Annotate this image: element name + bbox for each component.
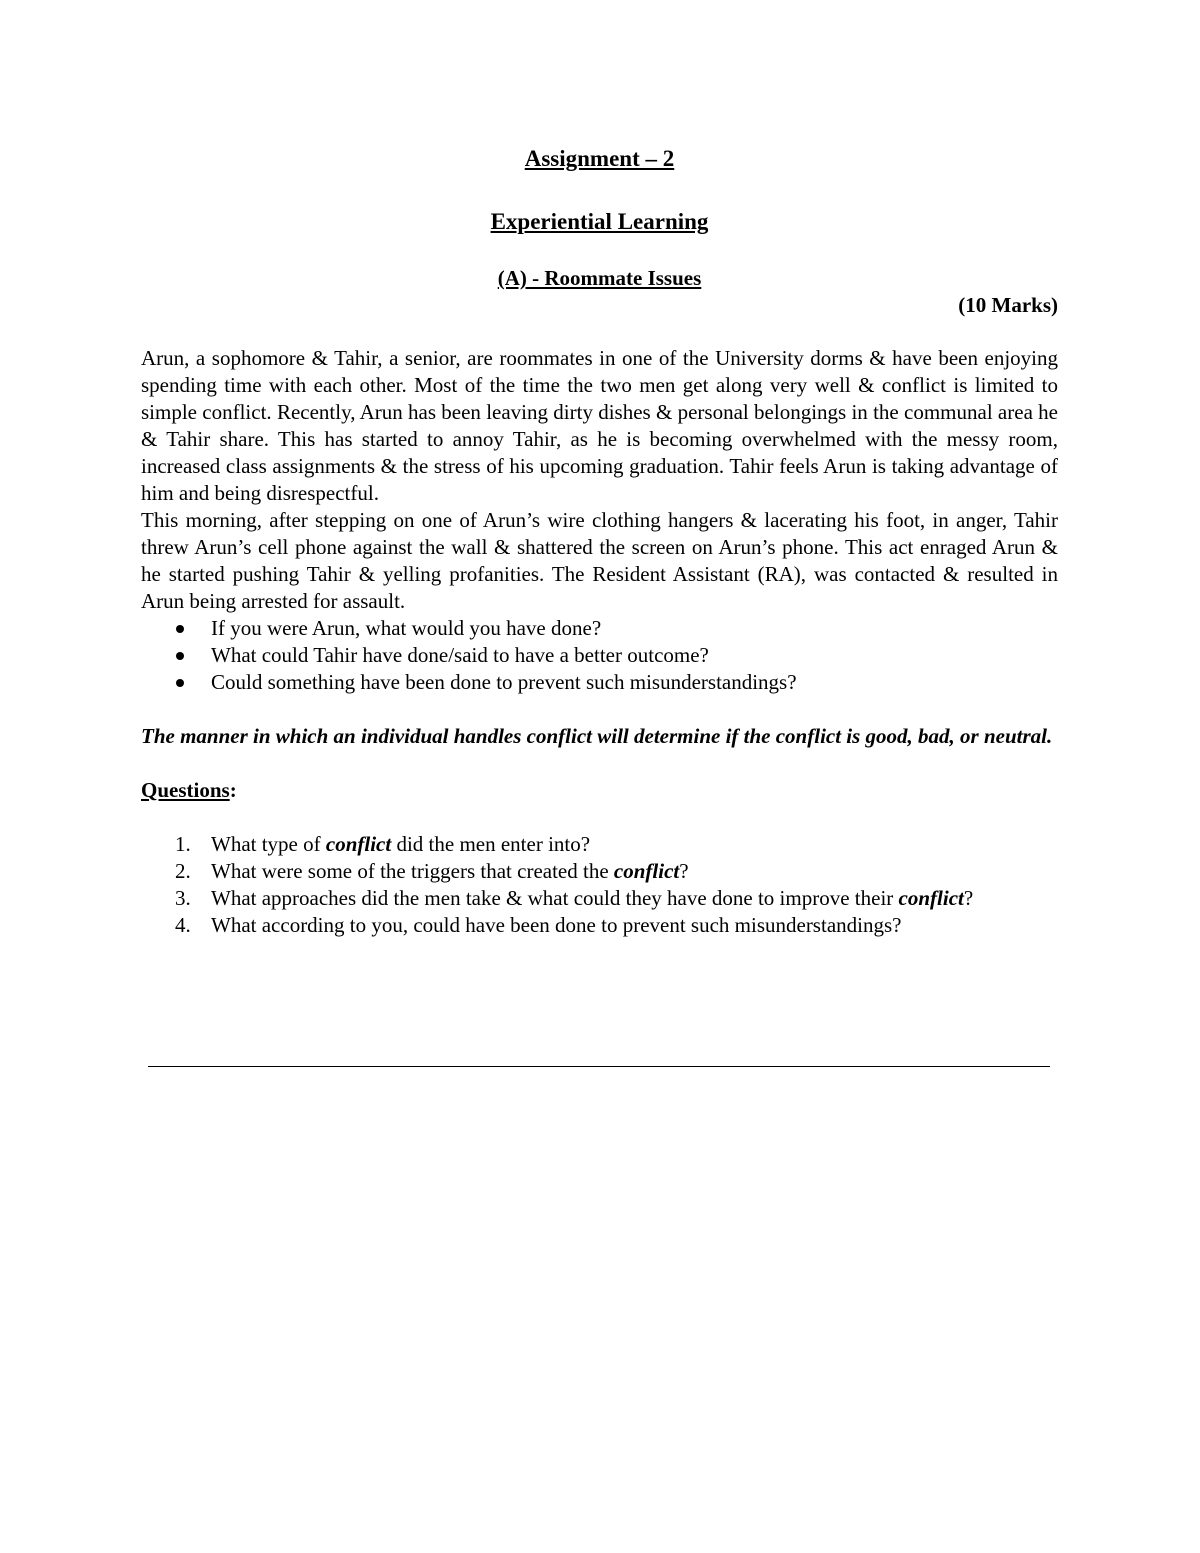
bullet-text: What could Tahir have done/said to have a better outcome? bbox=[211, 643, 709, 667]
questions-colon: : bbox=[229, 778, 237, 802]
question-emphasis: conflict bbox=[325, 832, 392, 856]
question-item bbox=[141, 858, 1058, 885]
question-number: 4. bbox=[175, 913, 191, 937]
question-text-end: ? bbox=[679, 859, 689, 883]
bullet-item bbox=[141, 615, 1058, 642]
bullet-item bbox=[141, 642, 1058, 669]
question-item bbox=[141, 912, 1058, 939]
questions-heading bbox=[141, 777, 1058, 804]
experiential-learning-heading: Experiential Learning bbox=[490, 209, 709, 234]
question-text-end: ? bbox=[963, 886, 974, 910]
question-item bbox=[141, 885, 1058, 912]
question-emphasis: conflict bbox=[898, 886, 964, 910]
section-heading: (A) - Roommate Issues bbox=[497, 266, 702, 290]
questions-list bbox=[141, 831, 1058, 939]
questions-label: Questions bbox=[141, 778, 230, 802]
case-paragraph-1: Arun, a sophomore & Tahir, a senior, are roommates in one of the University dorms & have been enjoying spending time with each other. Most of the time the two men get along very well & conflict is limited to simple conflict. Recently, Arun has been leaving dirty dishes & personal belongings in the communal area he & Tahir share. This has started to annoy Tahir, as he is becoming overwhelmed with the messy room, increased class assignments & the stress of his upcoming graduation. Tahir feels Arun is taking advantage of him and being disrespectful. bbox=[141, 346, 1058, 505]
case-paragraph-2: This morning, after stepping on one of Arun’s wire clothing hangers & lacerating his foot, in anger, Tahir threw Arun’s cell phone against the wall & shattered the screen on Arun’s phone. This act enraged Arun & he started pushing Tahir & yelling profanities. The Resident Assistant (RA), was contacted & resulted in Arun being arrested for assault. bbox=[141, 508, 1058, 613]
bullet-text: Could something have been done to prevent such misunderstandings? bbox=[211, 670, 797, 694]
question-text: What were some of the triggers that created the bbox=[211, 859, 614, 883]
question-text: What according to you, could have been done to prevent such misunderstandings? bbox=[211, 913, 902, 937]
document-content bbox=[141, 140, 1058, 939]
question-text: What approaches did the men take & what could they have done to improve their bbox=[211, 886, 899, 910]
bullet-dot-icon bbox=[176, 625, 184, 633]
question-text-end: did the men enter into? bbox=[391, 832, 591, 856]
question-text: What type of bbox=[211, 832, 326, 856]
bullet-dot-icon bbox=[176, 679, 184, 687]
reflection-bullet-list bbox=[141, 615, 1058, 696]
bullet-dot-icon bbox=[176, 652, 184, 660]
conflict-quote: The manner in which an individual handles conflict will determine if the conflict is good, bad, or neutral. bbox=[141, 724, 1053, 748]
question-emphasis: conflict bbox=[613, 859, 680, 883]
question-number: 3. bbox=[175, 886, 191, 910]
assignment-title: Assignment – 2 bbox=[524, 146, 675, 171]
question-number: 1. bbox=[175, 832, 191, 856]
bullet-text: If you were Arun, what would you have done? bbox=[211, 616, 602, 640]
question-number: 2. bbox=[175, 859, 191, 883]
bullet-item bbox=[141, 669, 1058, 696]
question-item bbox=[141, 831, 1058, 858]
marks-label: (10 Marks) bbox=[958, 293, 1058, 317]
horizontal-divider bbox=[148, 1066, 1050, 1067]
